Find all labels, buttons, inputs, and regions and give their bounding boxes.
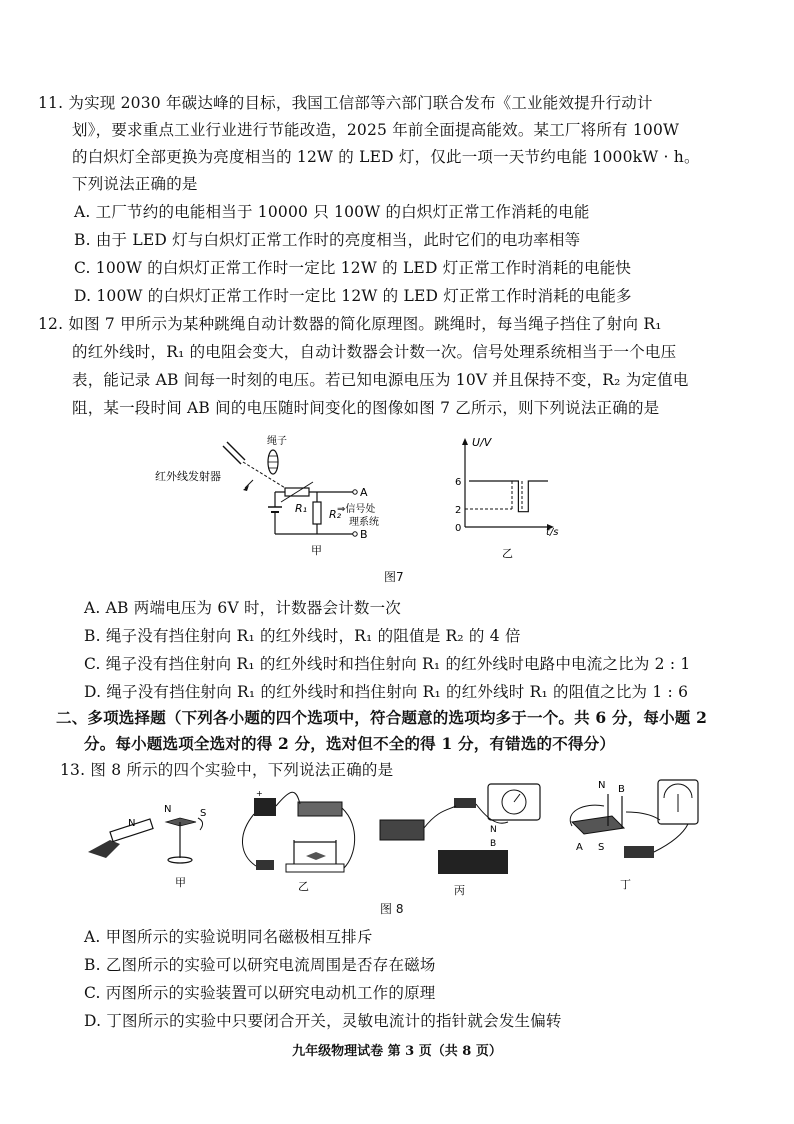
q12-stem-line-2: 的红外线时，R₁ 的电阻会变大，自动计数器会计数一次。信号处理系统相当于一个电压 (72, 343, 677, 361)
q13-stem: 13. 图 8 所示的四个实验中，下列说法正确的是 (60, 761, 394, 779)
figure-8-bing (378, 780, 548, 898)
yi-wire-3 (342, 808, 355, 868)
section-2-line-1: 二、多项选择题（下列各小题的四个选项中，符合题意的选项均多于一个。共 6 分，每小题 2 (56, 708, 708, 727)
signal-label-2: 理系统 (349, 517, 379, 528)
reflect-arrowhead (243, 485, 249, 491)
jia-needle-n-label: N (164, 804, 172, 815)
q12-stem-line-1: 12. 如图 7 甲所示为某种跳绳自动计数器的简化原理图。跳绳时，每当绳子挡住了射向 R₁ (38, 315, 662, 333)
q11-stem-line-2: 划》，要求重点工业行业进行节能改造，2025 年前全面提高能效。某工厂将所有 100W (72, 121, 680, 139)
figure-7-graph (450, 432, 570, 567)
q11-stem-line-4: 下列说法正确的是 (72, 175, 198, 193)
yi-wire-2 (242, 814, 256, 866)
q11-option-a: A. 工厂节约的电能相当于 10000 只 100W 的白炽灯正常工作消耗的电能 (74, 203, 590, 221)
bing-base (438, 850, 508, 874)
emitter-label: 红外线发射器 (155, 470, 221, 483)
q12-option-a: A. AB 两端电压为 6V 时，计数器会计数一次 (84, 599, 401, 617)
hand-icon (88, 840, 120, 858)
terminal-a-label: A (360, 486, 368, 499)
bing-rheostat (380, 820, 424, 840)
figure-8-yi-label: 乙 (298, 880, 309, 893)
figure-7-left-caption: 甲 (311, 544, 322, 557)
ding-magnet (572, 816, 624, 834)
figure-8-yi (236, 786, 366, 896)
figure-7-caption: 图7 (384, 570, 404, 584)
rotation-arrow (198, 818, 203, 830)
ding-wire-2 (626, 812, 660, 820)
q13-option-b: B. 乙图所示的实验可以研究电流周围是否存在磁场 (84, 956, 436, 974)
figure-8-bing-label: 丙 (454, 884, 465, 897)
voltage-series-line (469, 481, 548, 512)
reflect-arrow (245, 480, 253, 488)
q12-option-b: B. 绳子没有挡住射向 R₁ 的红外线时，R₁ 的阻值是 R₂ 的 4 倍 (84, 627, 521, 645)
rope-label: 绳子 (267, 436, 287, 447)
q12-stem-line-3: 表，能记录 AB 间每一时刻的电压。若已知电源电压为 10V 并且保持不变，R₂ 为定值电 (72, 371, 689, 389)
q12-stem-line-4: 阻，某一段时间 AB 间的电压随时间变化的图像如图 7 乙所示，则下列说法正确的是 (72, 399, 660, 417)
bing-b-label: B (490, 839, 497, 849)
yi-switch (256, 860, 274, 870)
q11-option-d: D. 100W 的白炽灯正常工作时一定比 12W 的 LED 灯正常工作时消耗的电能多 (74, 287, 632, 305)
figure-7-circuit (145, 432, 445, 567)
compass-needle (166, 818, 196, 826)
terminal-b (353, 532, 357, 536)
yi-wire-1 (276, 792, 300, 806)
bing-u-magnet (452, 836, 484, 850)
q11-option-c: C. 100W 的白炽灯正常工作时一定比 12W 的 LED 灯正常工作时消耗的电能快 (74, 259, 632, 277)
yi-rheostat (298, 802, 342, 816)
ding-b-label: B (618, 784, 625, 795)
graph-y-arrowhead (462, 438, 468, 445)
terminal-b-label: B (360, 528, 368, 541)
section-2-line-2: 分。每小题选项全选对的得 2 分，选对但不全的得 1 分，有错选的不得分） (84, 734, 616, 753)
q12-option-d: D. 绳子没有挡住射向 R₁ 的红外线时和挡住射向 R₁ 的红外线时 R₁ 的阻值之比为 1 : 6 (84, 683, 689, 701)
graph-y-label: U/V (472, 436, 492, 449)
q11-option-b: B. 由于 LED 灯与白炽灯正常工作时的亮度相当，此时它们的电功率相等 (74, 231, 581, 249)
bing-switch (454, 798, 476, 808)
q12-option-c: C. 绳子没有挡住射向 R₁ 的红外线时和挡住射向 R₁ 的红外线时电路中电流之比为 2 : 1 (84, 655, 691, 673)
figure-8-jia (80, 790, 220, 890)
yi-compass-needle (306, 852, 326, 860)
figure-8-jia-label: 甲 (175, 876, 186, 889)
ding-wire-3 (654, 824, 688, 852)
figure-8-caption: 图 8 (380, 902, 404, 916)
graph-tick-2: 2 (455, 505, 462, 516)
q13-option-d: D. 丁图所示的实验中只要闭合开关，灵敏电流计的指针就会发生偏转 (84, 1012, 562, 1030)
ding-n-label: N (598, 780, 606, 791)
bing-wire-1 (424, 806, 456, 828)
r2-label: R₂ (329, 508, 342, 521)
signal-label-1: ⇒信号处 (337, 504, 376, 515)
r2-resistor (313, 502, 321, 524)
figure-7-right-caption: 乙 (502, 547, 513, 560)
q13-option-a: A. 甲图所示的实验说明同名磁极相互排斥 (84, 928, 373, 946)
ding-switch (624, 846, 654, 858)
yi-battery (254, 798, 276, 816)
bing-n-label: N (490, 825, 497, 835)
figure-8-ding (564, 772, 714, 900)
page-footer: 九年级物理试卷 第 3 页（共 8 页） (292, 1044, 502, 1059)
terminal-a (353, 490, 357, 494)
yi-base-board (286, 864, 344, 872)
graph-tick-6: 6 (455, 477, 462, 488)
yi-battery-plus: + (256, 789, 263, 798)
graph-tick-0: 0 (455, 523, 462, 534)
emitter-beam-upper (227, 442, 245, 460)
q13-option-c: C. 丙图所示的实验装置可以研究电动机工作的原理 (84, 984, 436, 1002)
emitter-beam-lower (223, 446, 241, 464)
jia-needle-s-label: S (200, 808, 207, 819)
figure-8-ding-label: 丁 (620, 878, 631, 891)
jia-magnet-n-label: N (128, 818, 136, 829)
q11-stem-line-1: 11. 为实现 2030 年碳达峰的目标，我国工信部等六部门联合发布《工业能效提升行动计 (38, 94, 653, 112)
r1-label: R₁ (295, 502, 308, 515)
q11-stem-line-3: 的白炽灯全部更换为亮度相当的 12W 的 LED 灯，仅此一项一天节约电能 1000kW · h。 (72, 148, 700, 166)
graph-x-label: t/s (546, 527, 559, 538)
ding-s-label: S (598, 842, 605, 853)
ding-a-label: A (576, 842, 583, 853)
